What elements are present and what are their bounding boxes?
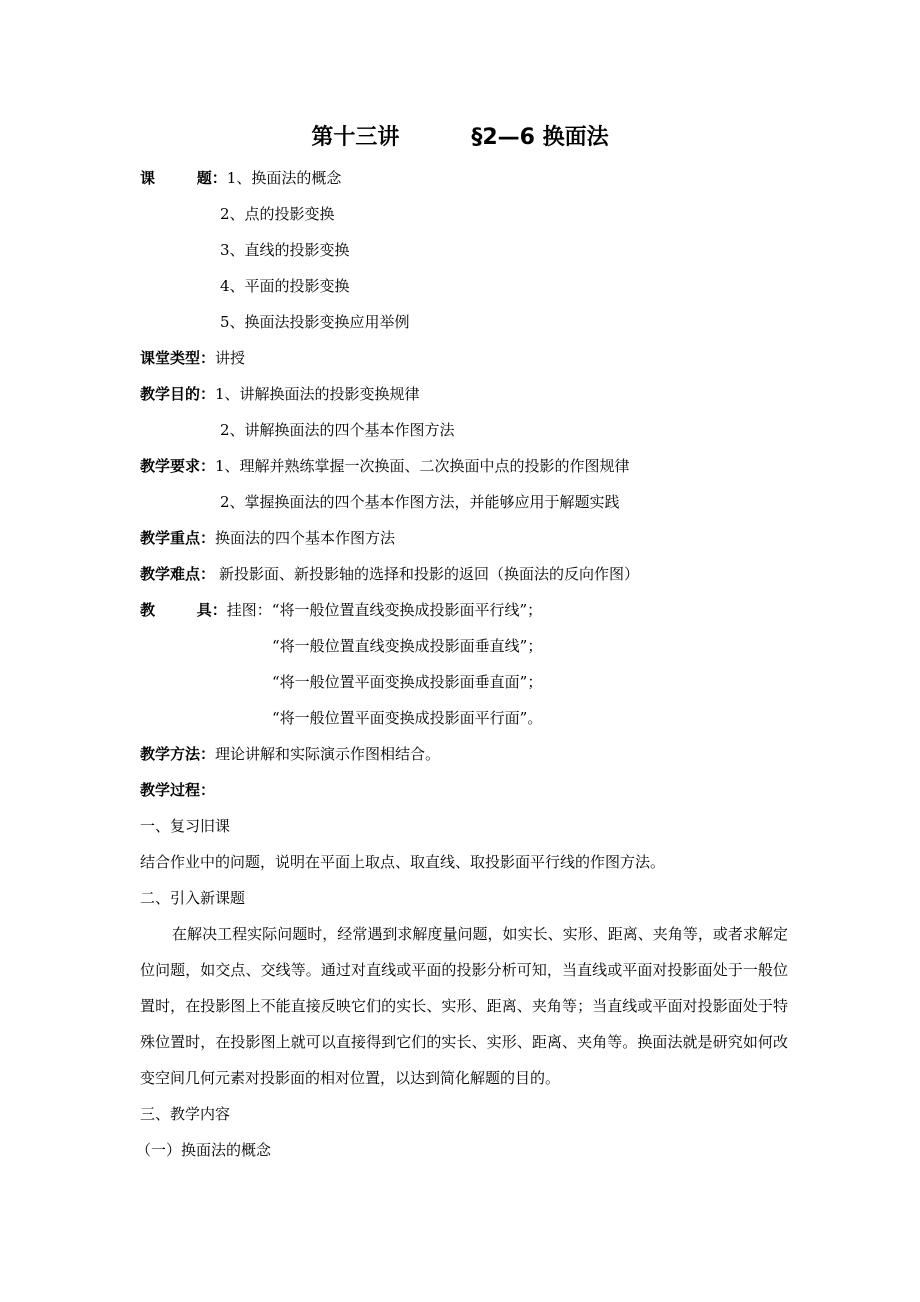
requirement-item: 1、理解并熟练掌握一次换面、二次换面中点的投影的作图规律 [215, 457, 630, 475]
aids-prefix: 挂图： [226, 601, 272, 619]
page-title [0, 120, 920, 151]
aid-item: “将一般位置平面变换成投影面垂直面”； [272, 673, 543, 691]
objective-item: 2、讲解换面法的四个基本作图方法 [220, 421, 455, 439]
difficulties-value: 新投影面、新投影轴的选择和投影的返回（换面法的反向作图） [219, 565, 640, 583]
requirement-item: 2、掌握换面法的四个基本作图方法，并能够应用于解题实践 [220, 493, 620, 511]
topic-item: 2、点的投影变换 [220, 205, 335, 223]
method-value: 理论讲解和实际演示作图相结合。 [215, 745, 441, 763]
review-heading: 一、复习旧课 [140, 817, 231, 835]
intro-paragraph-text: 在解决工程实际问题时，经常遇到求解度量问题，如实长、实形、距离、夹角等，或者求解定位问题，如交点、交线等。通过对直线或平面的投影分析可知，当直线或平面对投影面处于一般位置时，在投影图上不能直接反映它们的实长、实形、距离、夹角等；当直线或平面对投影面处于特殊位置时，在投影图上就可以直接得到它们的实长、实形、距离、夹角等。换面法就是研究如何改变空间几何元素对投影面的相对位置，以达到简化解题的目的。 [140, 925, 788, 1087]
method-label: 教学方法： [140, 745, 216, 763]
lecture-number: 第十三讲 [311, 125, 400, 150]
objectives-label: 教学目的： [140, 385, 216, 403]
topic-label: 课 题： [140, 169, 227, 187]
class-type-row [140, 348, 245, 368]
requirements-label: 教学要求： [140, 457, 216, 475]
topic-item: 1、换面法的概念 [226, 169, 342, 187]
aids-label: 教 具： [140, 601, 227, 619]
requirements-row [140, 456, 630, 476]
difficulties-row [140, 564, 639, 584]
content-heading: 三、教学内容 [140, 1105, 231, 1123]
section-title: §2—6 换面法 [471, 125, 609, 150]
difficulties-label: 教学难点： [140, 565, 216, 583]
key-points-label: 教学重点： [140, 529, 216, 547]
aid-item: “将一般位置直线变换成投影面平行线”； [271, 601, 543, 619]
aid-item: “将一般位置直线变换成投影面垂直线”； [272, 637, 543, 655]
objectives-row [140, 384, 420, 404]
topic-item: 3、直线的投影变换 [220, 241, 350, 259]
method-row [140, 744, 440, 764]
key-points-value: 换面法的四个基本作图方法 [215, 529, 396, 547]
class-type-value: 讲授 [215, 349, 246, 367]
review-text: 结合作业中的问题，说明在平面上取点、取直线、取投影面平行线的作图方法。 [140, 853, 666, 871]
class-type-label: 课堂类型： [140, 349, 216, 367]
content-subheading: （一）换面法的概念 [136, 1141, 272, 1159]
aid-item: “将一般位置平面变换成投影面平行面”。 [272, 709, 543, 727]
intro-paragraph [140, 916, 788, 1096]
aids-row [140, 600, 542, 620]
process-label: 教学过程： [140, 781, 216, 799]
key-points-row [140, 528, 395, 548]
objective-item: 1、讲解换面法的投影变换规律 [215, 385, 420, 403]
topic-row [140, 168, 341, 188]
topic-item: 4、平面的投影变换 [220, 277, 350, 295]
intro-heading: 二、引入新课题 [140, 889, 246, 907]
topic-item: 5、换面法投影变换应用举例 [220, 313, 410, 331]
